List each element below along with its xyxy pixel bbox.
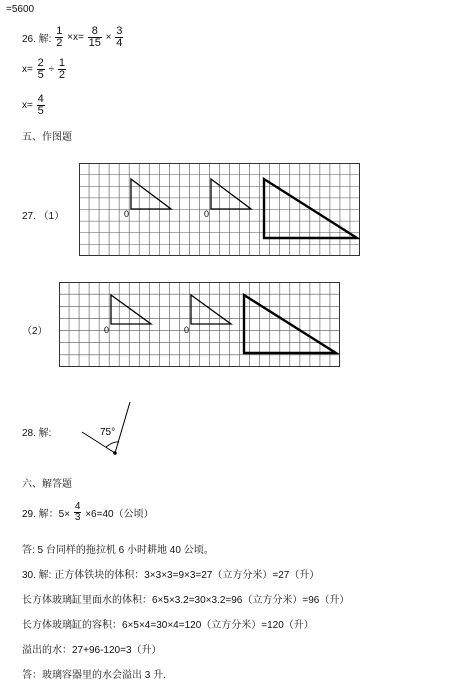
angle-vertex bbox=[113, 451, 117, 455]
q26-equation bbox=[22, 26, 124, 49]
result-line: =5600 bbox=[6, 4, 35, 15]
small-triangle-b bbox=[211, 179, 251, 209]
q30-line-3: 长方体玻璃缸的容积：6×5×4=30×4=120（立方分米）=120（升） bbox=[22, 620, 314, 631]
fraction-2-5: $\frac{2}{5}$ bbox=[37, 57, 44, 81]
large-triangle bbox=[264, 179, 357, 238]
section-6-heading: 六、解答题 bbox=[22, 479, 72, 490]
times-sign: × bbox=[105, 32, 112, 43]
q30-answer: 答：玻璃容器里的水会溢出 3 升. bbox=[22, 670, 166, 681]
q28-label: 28. 解: bbox=[22, 428, 52, 439]
q29-equation bbox=[22, 502, 154, 523]
q29-result: ×6=40（公顷） bbox=[85, 509, 154, 520]
fraction-4-5: $\frac{4}{5}$ bbox=[37, 93, 44, 117]
q27-label: 27. （1） bbox=[22, 211, 65, 222]
fraction-3-4: $\frac{3}{4}$ bbox=[116, 25, 123, 49]
x-equation-1 bbox=[22, 58, 67, 81]
times-x-sign: ×x= bbox=[67, 32, 84, 43]
q29-answer: 答: 5 台同样的拖拉机 6 小时耕地 40 公顷。 bbox=[22, 545, 214, 556]
grid-figure-1 bbox=[79, 163, 360, 256]
q26-label: 26. 解: bbox=[22, 34, 52, 45]
fraction-8-15: $\frac{8}{15}$ bbox=[88, 25, 101, 49]
q30-line-1: 30. 解: 正方体铁块的体积：3×3×3=9×3=27（立方分米）=27（升） bbox=[22, 570, 320, 581]
origin-label-d: 0 bbox=[184, 325, 190, 335]
section-5-heading: 五、作图题 bbox=[22, 132, 72, 143]
fraction-1-2: $\frac{1}{2}$ bbox=[56, 25, 63, 49]
x-equation-2 bbox=[22, 94, 46, 117]
angle-label: 75° bbox=[100, 427, 116, 438]
q27-2-label: （2） bbox=[22, 326, 48, 337]
fraction-4-3: $\frac{4}{3}$ bbox=[74, 501, 81, 523]
grid-figure-2 bbox=[59, 282, 340, 367]
angle-ray-right bbox=[115, 402, 130, 453]
q30-line-4: 溢出的水：27+96-120=3（升） bbox=[22, 645, 162, 656]
origin-label-b: 0 bbox=[204, 209, 210, 219]
small-triangle-c bbox=[111, 295, 151, 324]
small-triangle-a bbox=[131, 179, 171, 209]
divide-sign: ÷ bbox=[48, 64, 55, 75]
angle-figure bbox=[78, 398, 138, 458]
origin-label-c: 0 bbox=[104, 325, 110, 335]
small-triangle-d bbox=[191, 295, 231, 324]
fraction-1-2-b: $\frac{1}{2}$ bbox=[58, 57, 65, 81]
q29-label: 29. 解：5× bbox=[22, 509, 71, 520]
x-equals-2: x= bbox=[22, 100, 33, 111]
origin-label-a: 0 bbox=[124, 209, 130, 219]
x-equals: x= bbox=[22, 64, 33, 75]
q30-line-2: 长方体玻璃缸里面水的体积：6×5×3.2=30×3.2=96（立方分米）=96（升） bbox=[22, 595, 350, 606]
